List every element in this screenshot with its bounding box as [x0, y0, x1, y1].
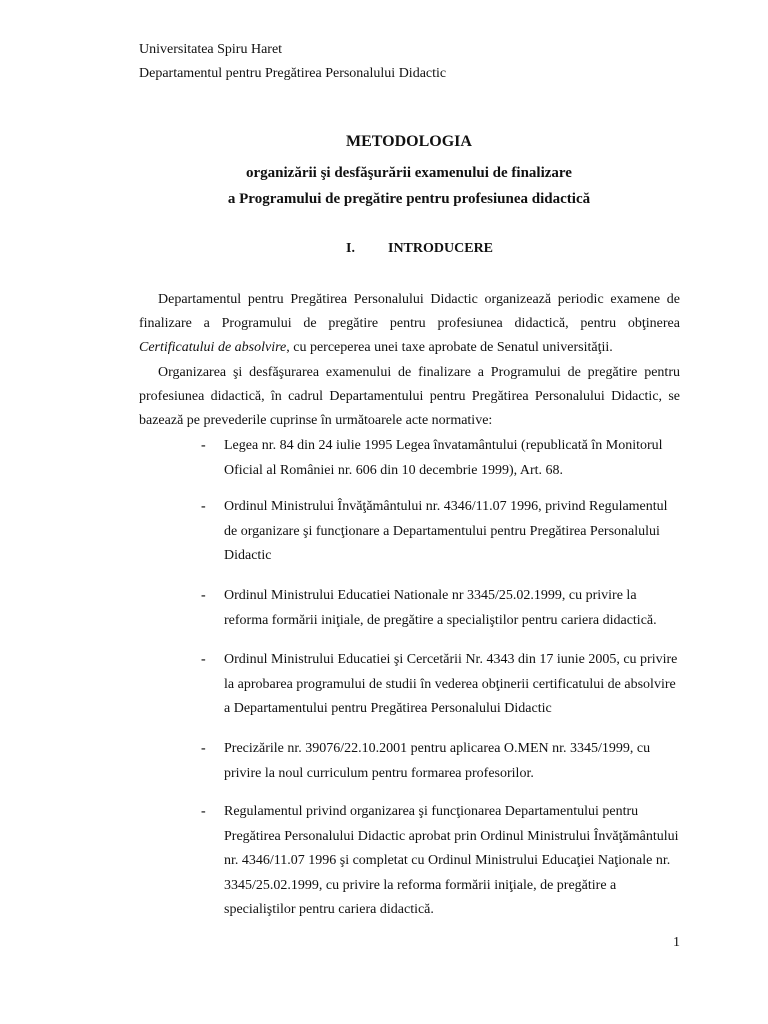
list-item: Legea nr. 84 din 24 iulie 1995 Legea învatamântului (republicată în Monitorul Oficial al României nr. 606 din 10 decembrie 1999), Art. 68. [224, 438, 663, 478]
header-institution: Universitatea Spiru Haret [139, 42, 283, 57]
bullet-dash: - [201, 499, 206, 514]
page-number: 1 [673, 935, 680, 950]
paragraph-1-line-3-rest: , cu perceperea unei taxe aprobate de Senatul universităţii. [286, 340, 613, 355]
list-item: Ordinul Ministrului Învăţământului nr. 4346/11.07 1996, privind Regulamentul de organizare şi funcţionare a Departamentului pentru Pregătirea Personalului Didactic [224, 499, 668, 563]
list-item: Regulamentul privind organizarea şi funcţionarea Departamentului pentru Pregătirea Personalului Didactic aprobat prin Ordinul Ministrului Învăţământului nr. 4346/11.07 1996 şi completat cu Ordinul Ministrului Educaţiei Naţionale nr. 3345/25.02.1999, cu privire la reforma formării iniţiale, de pregătire a specialiştilor pentru cariera didactică. [224, 804, 679, 917]
document-title: METODOLOGIA [346, 133, 472, 150]
bullet-dash: - [201, 438, 206, 453]
list-item: Precizările nr. 39076/22.10.2001 pentru aplicarea O.MEN nr. 3345/1999, cu privire la noul curriculum pentru formarea profesorilor. [224, 741, 651, 781]
paragraph-2-line-2: profesiunea didactică, în cadrul Departamentului pentru Pregătirea Personalului Didactic, se [139, 389, 680, 404]
list-item: Ordinul Ministrului Educatiei şi Cercetării Nr. 4343 din 17 iunie 2005, cu privire la aprobarea programului de studii în vederea obţinerii certificatului de absolvire a Departamentului pentru Pregătirea Personalului Didactic [224, 652, 678, 716]
list-item: Ordinul Ministrului Educatiei Nationale nr 3345/25.02.1999, cu privire la reforma formării iniţiale, de pregătire a specialiştilor pentru cariera didactică. [224, 588, 657, 628]
bullet-dash: - [201, 652, 206, 667]
document-subtitle-line-2: a Programului de pregătire pentru profesiunea didactică [227, 191, 591, 207]
bullet-dash: - [201, 588, 206, 603]
header-department: Departamentul pentru Pregătirea Personalului Didactic [139, 66, 447, 81]
paragraph-1-line-2: finalizare a Programului de pregătire pentru profesiunea didactică, pentru obţinerea [139, 316, 680, 331]
section-heading: INTRODUCERE [388, 241, 494, 256]
bullet-dash: - [201, 741, 206, 756]
paragraph-2-line-3: bazează pe prevederile cuprinse în următoarele acte normative: [139, 413, 493, 428]
certificate-italic-text: Certificatului de absolvire [139, 340, 287, 355]
paragraph-1-line-1: Departamentul pentru Pregătirea Personalului Didactic organizează periodic examene de [158, 292, 680, 307]
section-number: I. [346, 241, 355, 256]
paragraph-2-line-1: Organizarea şi desfăşurarea examenului de finalizare a Programului de pregătire pentru [158, 365, 680, 380]
bullet-dash: - [201, 804, 206, 819]
paragraph-1-line-3 [139, 339, 680, 357]
document-subtitle-line-1: organizării şi desfăşurării examenului de finalizare [246, 165, 572, 181]
